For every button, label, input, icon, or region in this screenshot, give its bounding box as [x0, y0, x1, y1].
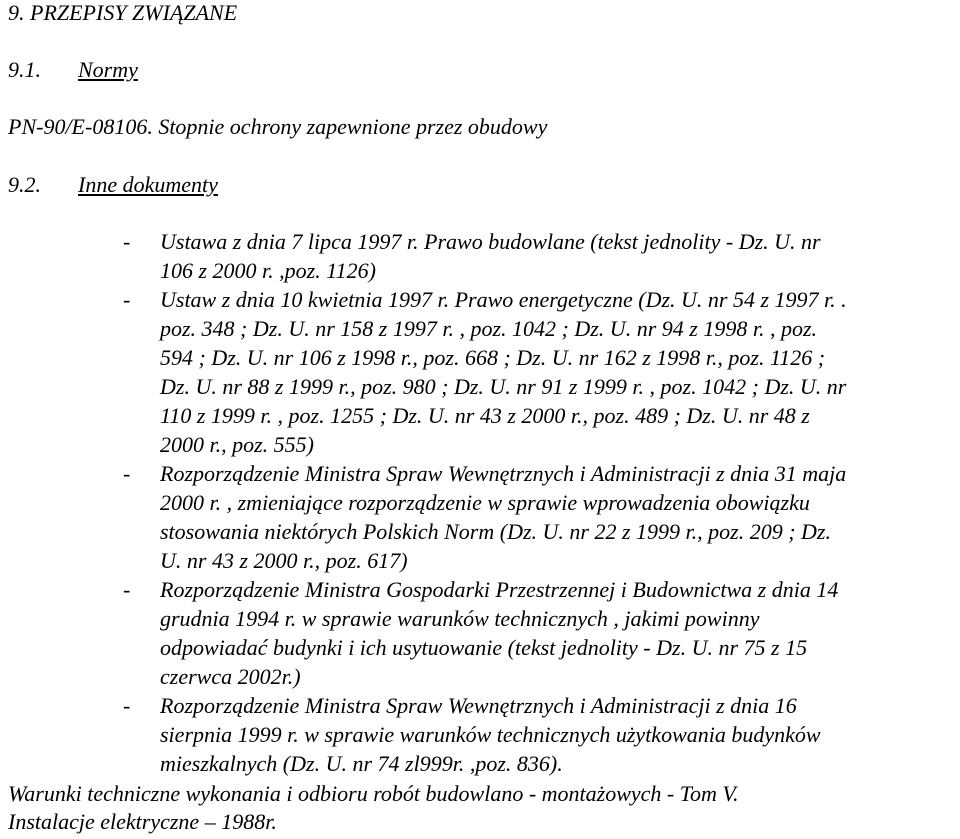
list-item-line: stosowania niektórych Polskich Norm (Dz. U. nr 22 z 1999 r., poz. 209 ; Dz. — [160, 519, 831, 544]
list-item-line: Ustaw z dnia 10 kwietnia 1997 r. Prawo energetyczne (Dz. U. nr 54 z 1997 r. . — [160, 287, 847, 312]
list-item-line: Ustawa z dnia 7 lipca 1997 r. Prawo budowlane (tekst jednolity - Dz. U. nr — [160, 229, 821, 254]
list-item-line: Rozporządzenie Ministra Gospodarki Przestrzennej i Budownictwa z dnia 14 — [160, 577, 839, 602]
list-bullet: - — [123, 229, 131, 254]
list-bullet: - — [123, 577, 131, 602]
list-item-line: sierpnia 1999 r. w sprawie warunków technicznych użytkowania budynków — [160, 722, 821, 747]
list-item-line: mieszkalnych (Dz. U. nr 74 zl999r. ,poz. 836). — [160, 751, 563, 776]
footer-reference-line: Warunki techniczne wykonania i odbioru robót budowlano - montażowych - Tom V. — [8, 781, 739, 806]
list-item-line: 2000 r., poz. 555) — [160, 432, 315, 457]
section-heading: 9. PRZEPISY ZWIĄZANE — [8, 0, 238, 25]
footer-reference-line: Instalacje elektryczne – 1988r. — [8, 809, 277, 834]
list-item-line: 110 z 1999 r. , poz. 1255 ; Dz. U. nr 43 z 2000 r., poz. 489 ; Dz. U. nr 48 z — [160, 403, 810, 428]
list-item-line: Rozporządzenie Ministra Spraw Wewnętrznych i Administracji z dnia 31 maja — [160, 461, 847, 486]
subsection-title-other-documents: Inne dokumenty — [78, 172, 218, 197]
list-item-line: poz. 348 ; Dz. U. nr 158 z 1997 r. , poz. 1042 ; Dz. U. nr 94 z 1998 r. , poz. — [160, 316, 818, 341]
list-item-line: 2000 r. , zmieniające rozporządzenie w sprawie wprowadzenia obowiązku — [160, 490, 810, 515]
list-item-line: U. nr 43 z 2000 r., poz. 617) — [160, 548, 408, 573]
list-bullet: - — [123, 461, 131, 486]
list-item-line: odpowiadać budynki i ich usytuowanie (tekst jednolity - Dz. U. nr 75 z 15 — [160, 635, 808, 660]
subsection-title-norms: Normy — [78, 57, 138, 82]
list-item-line: czerwca 2002r.) — [160, 664, 301, 689]
norm-reference: PN-90/E-08106. Stopnie ochrony zapewnione przez obudowy — [8, 114, 548, 139]
subsection-number-norms: 9.1. — [8, 57, 41, 82]
subsection-number-other-documents: 9.2. — [8, 172, 41, 197]
list-item-line: 594 ; Dz. U. nr 106 z 1998 r., poz. 668 ; Dz. U. nr 162 z 1998 r., poz. 1126 ; — [160, 345, 826, 370]
list-bullet: - — [123, 287, 131, 312]
list-item-line: 106 z 2000 r. ,poz. 1126) — [160, 258, 376, 283]
list-item-line: Dz. U. nr 88 z 1999 r., poz. 980 ; Dz. U. nr 91 z 1999 r. , poz. 1042 ; Dz. U. nr — [160, 374, 847, 399]
list-item-line: Rozporządzenie Ministra Spraw Wewnętrznych i Administracji z dnia 16 — [160, 693, 797, 718]
list-bullet: - — [123, 693, 131, 718]
list-item-line: grudnia 1994 r. w sprawie warunków technicznych , jakimi powinny — [160, 606, 760, 631]
